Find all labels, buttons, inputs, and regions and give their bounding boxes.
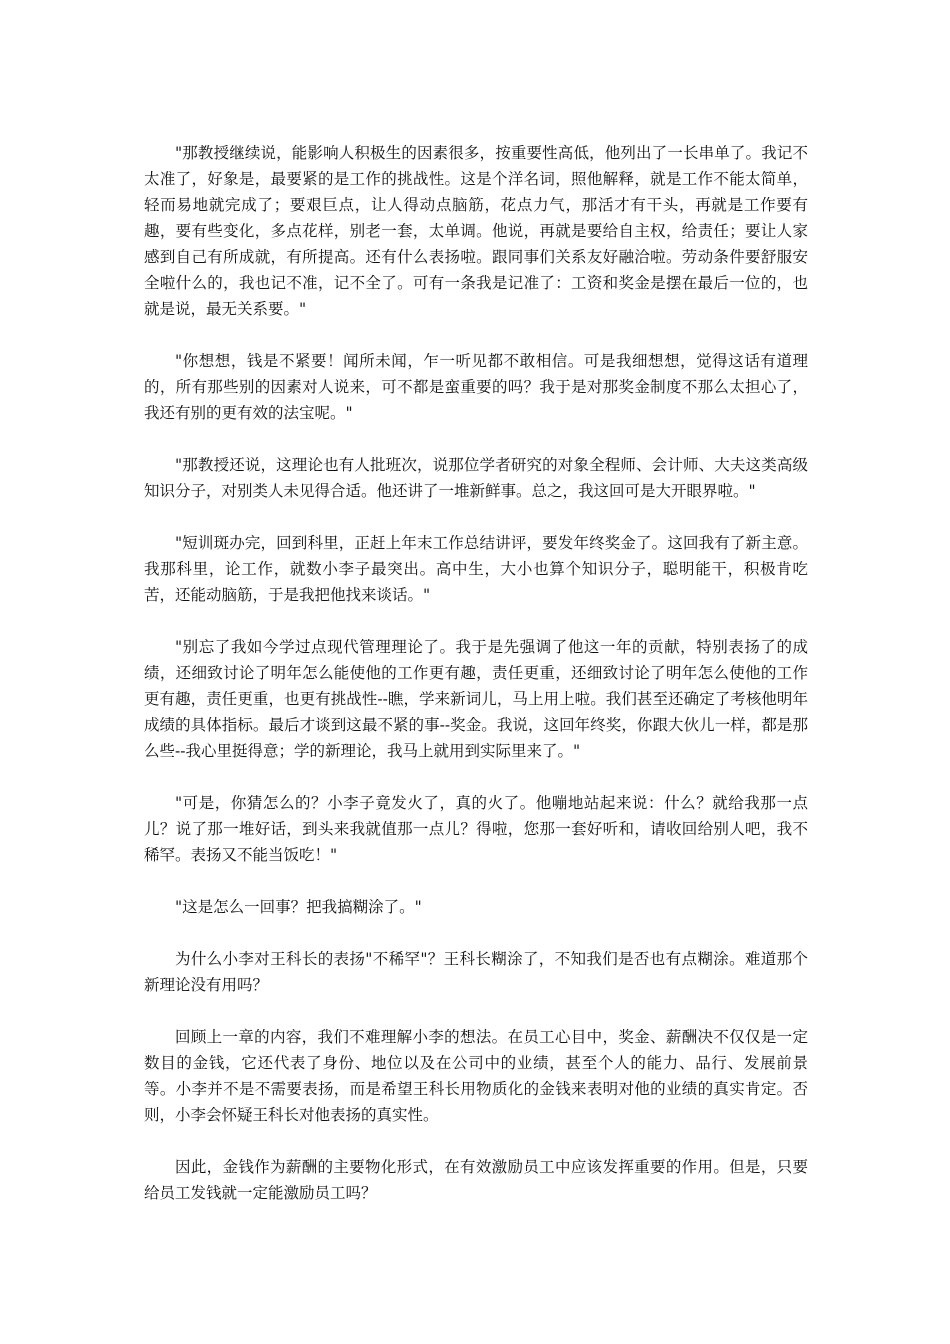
paragraph-1: "那教授继续说，能影响人积极生的因素很多，按重要性高低，他列出了一长串单了。我记不太准了，好象是，最要紧的是工作的挑战性。这是个洋名词，照他解释，就是工作不能太简单，轻而易地就完成了；要艰巨点，让人得动点脑筋，花点力气，那活才有干头，再就是工作要有趣，要有些变化，多点花样，别老一套，太单调。他说，再就是要给自主权，给责任；要让人家感到自己有所成就，有所提高。还有什么表扬啦。跟同事们关系友好融洽啦。劳动条件要舒服安全啦什么的，我也记不准，记不全了。可有一条我是记准了：工资和奖金是摆在最后一位的，也就是说，最无关系要。" [144,144,808,318]
document-body [144,140,808,1232]
paragraph-6: "可是，你猜怎么的？小李子竟发火了，真的火了。他嘣地站起来说：什么？就给我那一点儿？说了那一堆好话，到头来我就值那一点儿？得啦，您那一套好听和，请收回给别人吧，我不稀罕。表扬又不能当饭吃！" [144,794,808,864]
paragraph-2: "你想想，钱是不紧要！闻所未闻，乍一听见都不敢相信。可是我细想想，觉得这话有道理的，所有那些别的因素对人说来，可不都是蛮重要的吗？我于是对那奖金制度不那么太担心了，我还有别的更有效的法宝呢。" [144,352,808,422]
paragraph-9: 回顾上一章的内容，我们不难理解小李的想法。在员工心目中，奖金、薪酬决不仅仅是一定数目的金钱，它还代表了身份、地位以及在公司中的业绩，甚至个人的能力、品行、发展前景等。小李并不是不需要表扬，而是希望王科长用物质化的金钱来表明对他的业绩的真实肯定。否则，小李会怀疑王科长对他表扬的真实性。 [144,1028,808,1124]
paragraph-8: 为什么小李对王科长的表扬"不稀罕"？王科长糊涂了，不知我们是否也有点糊涂。难道那个新理论没有用吗？ [144,950,808,994]
paragraph-5: "别忘了我如今学过点现代管理理论了。我于是先强调了他这一年的贡献，特别表扬了的成绩，还细致讨论了明年怎么能使他的工作更有趣，责任更重，还细致讨论了明年怎么使他的工作更有趣，责任更重，也更有挑战性--瞧，学来新词儿，马上用上啦。我们甚至还确定了考核他明年成绩的具体指标。最后才谈到这最不紧的事--奖金。我说，这回年终奖，你跟大伙儿一样，都是那么些--我心里挺得意；学的新理论，我马上就用到实际里来了。" [144,638,808,760]
paragraph-4: "短训斑办完，回到科里，正赶上年末工作总结讲评，要发年终奖金了。这回我有了新主意。我那科里，论工作，就数小李子最突出。高中生，大小也算个知识分子，聪明能干，积极肯吃苦，还能动脑筋，于是我把他找来谈话。" [144,534,808,604]
paragraph-10: 因此，金钱作为薪酬的主要物化形式，在有效激励员工中应该发挥重要的作用。但是，只要给员工发钱就一定能激励员工吗？ [144,1158,808,1202]
paragraph-3: "那教授还说，这理论也有人批班次，说那位学者研究的对象全程师、会计师、大夫这类高级知识分子，对别类人未见得合适。他还讲了一堆新鲜事。总之，我这回可是大开眼界啦。" [144,456,808,500]
paragraph-7: "这是怎么一回事？把我搞糊涂了。" [175,898,422,916]
